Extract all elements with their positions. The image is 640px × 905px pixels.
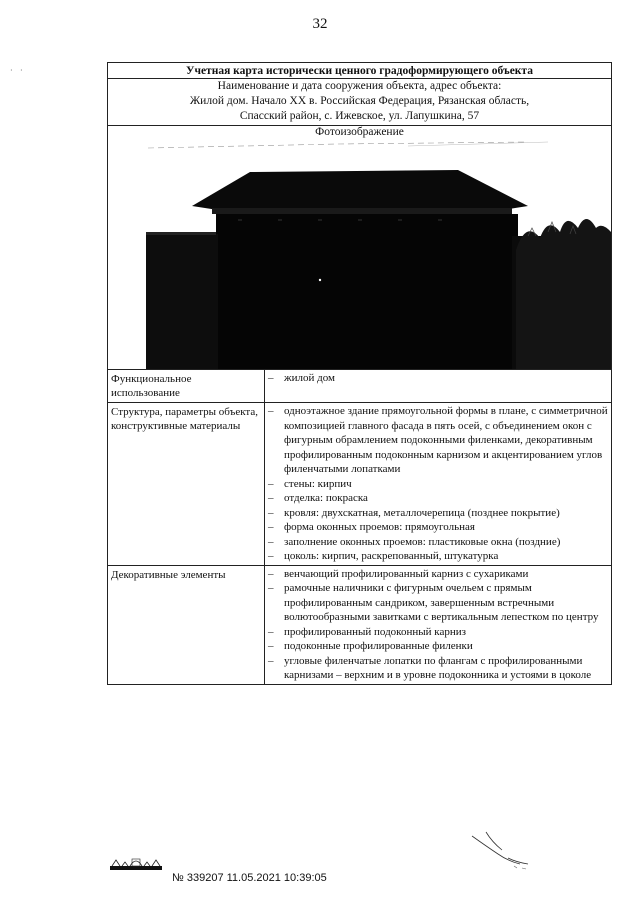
scan-mark: · <box>10 66 13 75</box>
photo-label: Фотоизображение <box>315 126 404 138</box>
row-label: Декоративные элементы <box>108 566 265 684</box>
page-number: 32 <box>312 16 328 32</box>
dash-marker: – <box>268 506 274 519</box>
table-row <box>108 566 611 684</box>
list-item: – стены: кирпич <box>268 477 352 490</box>
list-item: – угловые филенчатые лопатки по флангам с профилированными карнизами – верхним и в уровне подоконника и устоями в цоколе <box>268 654 592 681</box>
table-row <box>108 403 611 566</box>
list-item: – одноэтажное здание прямоугольной формы в плане, с симметричной композицией главного фасада в пять осей, с объединением окон с фигурным обрамлением подоконными филенками, декоративным профилированным подоконным карнизом и акцентированием углов филенчатыми лопатками <box>268 405 608 475</box>
building-photo <box>108 140 611 370</box>
list-item: – цоколь: кирпич, раскрепованный, штукатурка <box>268 550 499 562</box>
registration-card <box>107 62 612 685</box>
list-item: – форма оконных проемов: прямоугольная <box>268 521 475 533</box>
list-item: – жилой дом <box>268 372 335 384</box>
row-label: Функциональное использование <box>108 370 265 402</box>
meta-line: Наименование и дата сооружения объекта, адрес объекта: <box>217 80 502 92</box>
card-title: Учетная карта исторически ценного градоформирующего объекта <box>108 63 611 79</box>
dash-marker: – <box>268 492 274 504</box>
scan-mark: · <box>20 66 23 75</box>
list-item: – отделка: покраска <box>268 492 368 504</box>
dash-marker: – <box>268 521 274 533</box>
list-item: – венчающий профилированный карниз с сухариками <box>268 567 529 580</box>
row-values <box>265 370 611 402</box>
object-meta <box>108 79 611 126</box>
dash-marker: – <box>268 567 274 580</box>
row-values <box>265 403 611 565</box>
dash-marker: – <box>268 640 274 652</box>
list-item: – подоконные профилированные филенки <box>268 640 473 652</box>
row-values <box>265 566 611 684</box>
building-photo-image <box>108 140 611 369</box>
dash-marker: – <box>268 372 274 384</box>
table-row <box>108 370 611 403</box>
dash-marker: – <box>268 405 274 417</box>
document-registration-number: № 339207 11.05.2021 10:39:05 <box>172 872 327 884</box>
list-item: – рамочные наличники с фигурным очельем с прямым профилированным сандриком, завершенным встречными волютообразными завитками с вертикальным лепестком по центру <box>268 582 599 623</box>
dash-marker: – <box>268 625 274 638</box>
electronic-registry-stamp <box>110 855 162 871</box>
meta-line: Жилой дом. Начало XX в. Российская Федерация, Рязанская область, <box>189 95 530 107</box>
dash-marker: – <box>268 582 274 594</box>
list-item: – заполнение оконных проемов: пластиковые окна (поздние) <box>268 535 561 548</box>
row-label: Структура, параметры объекта, конструктивные материалы <box>108 403 265 565</box>
dash-marker: – <box>268 654 274 667</box>
dash-marker: – <box>268 477 274 490</box>
dash-marker: – <box>268 535 274 548</box>
list-item: – кровля: двухскатная, металлочерепица (позднее покрытие) <box>268 506 560 519</box>
signature-mark <box>468 828 538 874</box>
list-item: – профилированный подоконный карниз <box>268 625 466 638</box>
meta-line: Спасский район, с. Ижевское, ул. Лапушкина, 57 <box>239 110 480 122</box>
dash-marker: – <box>268 550 274 562</box>
